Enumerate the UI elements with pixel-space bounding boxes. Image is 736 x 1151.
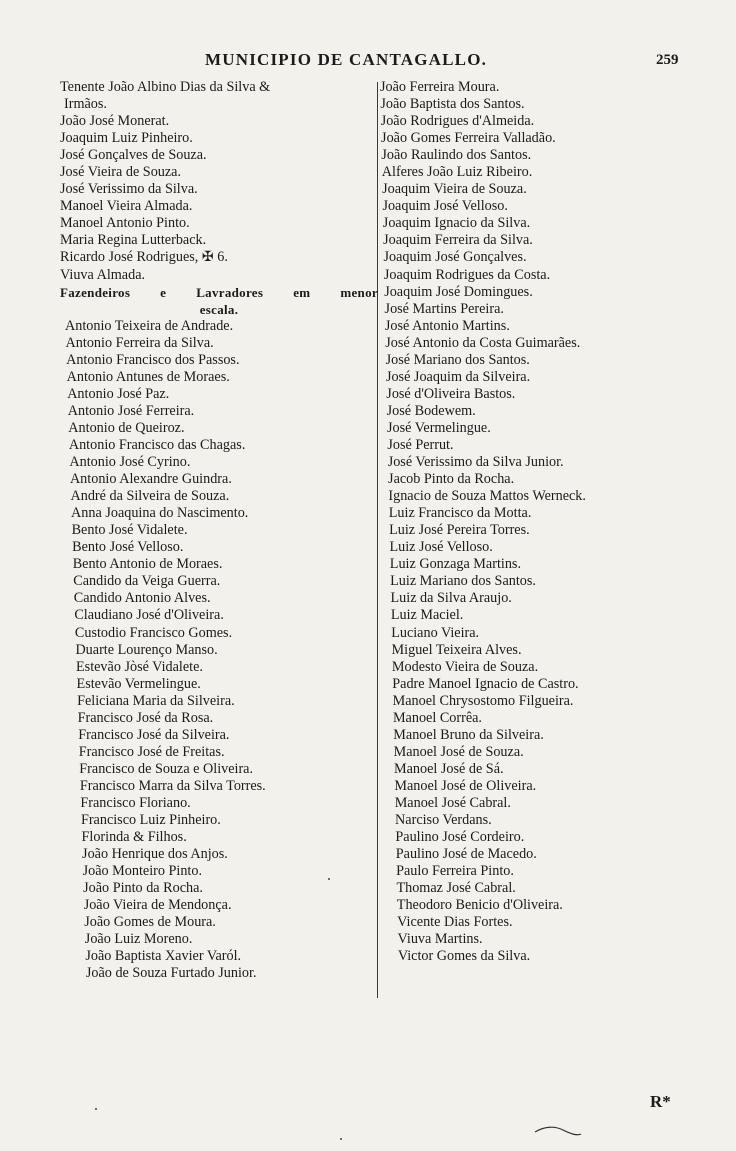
- list-item: Padre Manoel Ignacio de Castro.: [392, 675, 579, 692]
- list-item: Antonio José Cyrino.: [69, 454, 191, 471]
- list-item: Francisco José de Freitas.: [78, 743, 225, 760]
- first-entry-line1: Tenente João Albino Dias da Silva &: [60, 79, 271, 95]
- section-heading-line2: escala.: [199, 301, 239, 317]
- list-item: Antonio de Queiroz.: [68, 419, 185, 436]
- list-item: Viuva Martins.: [397, 931, 483, 948]
- list-item: Alferes João Luiz Ribeiro.: [381, 164, 533, 181]
- list-item: João Baptista Xavier Varól.: [85, 948, 242, 965]
- list-item: Anna Joaquina do Nascimento.: [71, 505, 249, 522]
- list-item: Joaquim José Velloso.: [382, 198, 508, 215]
- list-item: João José Monerat.: [60, 113, 170, 130]
- list-item: Claudiano José d'Oliveira.: [74, 607, 224, 624]
- list-item: Paulo Ferreira Pinto.: [396, 863, 514, 880]
- list-item: Paulino José de Macedo.: [395, 846, 537, 863]
- first-entry-line2: Irmãos.: [64, 96, 107, 113]
- list-item: [60, 79, 378, 96]
- list-item: José Gonçalves de Souza.: [60, 147, 207, 164]
- list-item: Maria Regina Lutterback.: [60, 232, 207, 249]
- list-item: Narciso Verdans.: [395, 812, 492, 829]
- list-item: José Antonio da Costa Guimarães.: [385, 334, 581, 351]
- list-item: Francisco Marra da Silva Torres.: [79, 777, 266, 794]
- heading-word: em: [293, 284, 311, 300]
- list-item: Theodoro Benicio d'Oliveira.: [396, 897, 563, 914]
- list-item: João Pinto da Rocha.: [83, 880, 203, 897]
- list-item: Miguel Teixeira Alves.: [391, 641, 522, 658]
- list-item: Estevão Jòsé Vidalete.: [76, 658, 203, 675]
- list-item: Manoel José de Sá.: [394, 760, 504, 777]
- list-item: Manoel Chrysostomo Filgueira.: [392, 692, 574, 709]
- list-item: Candido Antonio Alves.: [73, 590, 211, 607]
- list-item: João Monteiro Pinto.: [82, 863, 203, 880]
- list-item: Francisco José da Rosa.: [77, 709, 214, 726]
- list-item: Manoel Antonio Pinto.: [60, 215, 190, 232]
- list-item: Antonio Alexandre Guindra.: [69, 471, 232, 488]
- list-item: Paulino José Cordeiro.: [395, 829, 525, 846]
- list-item: João Gomes Ferreira Valladão.: [381, 130, 556, 147]
- heading-word: e: [160, 284, 167, 300]
- list-item: Vicente Dias Fortes.: [397, 914, 513, 931]
- section-heading-line1: [60, 284, 378, 301]
- list-item: Luiz Francisco da Motta.: [388, 505, 532, 522]
- list-item: Manoel José de Souza.: [393, 743, 524, 760]
- page-number: 259: [656, 52, 679, 68]
- list-item: Joaquim José Gonçalves.: [383, 249, 527, 266]
- signature-mark: R*: [650, 1092, 671, 1111]
- list-item: Manoel José Cabral.: [394, 794, 511, 811]
- list-item: Manoel José de Oliveira.: [394, 777, 537, 794]
- list-item: Antonio José Paz.: [67, 385, 170, 402]
- list-item: Luiz José Velloso.: [389, 539, 493, 556]
- list-item: Duarte Lourenço Manso.: [75, 641, 218, 658]
- list-item: [60, 96, 378, 113]
- right-column: [378, 79, 678, 965]
- heading-word: Lavradores: [196, 284, 264, 300]
- list-item: João Luiz Moreno.: [84, 931, 193, 948]
- list-item: João de Souza Furtado Junior.: [85, 965, 257, 982]
- list-item: João Ferreira Moura.: [380, 79, 500, 95]
- list-item: Antonio Teixeira de Andrade.: [65, 317, 234, 334]
- list-item: Manoel Vieira Almada.: [60, 198, 193, 215]
- list-item: Bento José Velloso.: [72, 539, 184, 556]
- list-item: Antonio José Ferreira.: [67, 402, 195, 419]
- list-item: Francisco de Souza e Oliveira.: [79, 760, 254, 777]
- list-item: João Vieira de Mendonça.: [83, 897, 232, 914]
- list-item: José d'Oliveira Bastos.: [386, 385, 516, 402]
- list-item: Jacob Pinto da Rocha.: [388, 471, 515, 488]
- list-item: José Antonio Martins.: [384, 317, 510, 334]
- list-item: Antonio Francisco dos Passos.: [66, 351, 240, 368]
- right-entries: [378, 79, 678, 965]
- list-item: José Perrut.: [387, 436, 454, 453]
- list-item: Thomaz José Cabral.: [396, 880, 516, 897]
- list-item: José Mariano dos Santos.: [385, 351, 530, 368]
- list-item: Luiz José Pereira Torres.: [389, 522, 530, 539]
- speck: [95, 1108, 97, 1110]
- list-item: João Baptista dos Santos.: [380, 96, 525, 113]
- speck: [328, 878, 330, 880]
- list-item: Ricardo José Rodrigues, ✠ 6.: [60, 249, 228, 266]
- list-item: Francisco José da Silveira.: [78, 726, 230, 743]
- list-item: João Henrique dos Anjos.: [82, 846, 228, 863]
- list-item: Joaquim Vieira de Souza.: [382, 181, 527, 198]
- list-item: João Gomes de Moura.: [84, 914, 216, 931]
- list-item: Antonio Ferreira da Silva.: [65, 334, 214, 351]
- section-heading: [60, 284, 378, 318]
- list-item: André da Silveira de Souza.: [70, 488, 230, 505]
- left-column: [60, 79, 378, 982]
- list-item: Joaquim Ignacio da Silva.: [382, 215, 531, 232]
- list-item: Joaquim Rodrigues da Costa.: [383, 266, 551, 283]
- list-item: José Joaquim da Silveira.: [385, 368, 531, 385]
- list-item: João Raulindo dos Santos.: [381, 147, 532, 164]
- list-item: Florinda & Filhos.: [81, 829, 187, 846]
- list-item: José Verissimo da Silva Junior.: [387, 454, 564, 471]
- list-item: Joaquim Luiz Pinheiro.: [60, 130, 193, 147]
- list-item: Francisco Floriano.: [80, 794, 191, 811]
- list-item: Francisco Luiz Pinheiro.: [80, 812, 221, 829]
- list-item: Manoel Corrêa.: [392, 709, 482, 726]
- list-item: José Bodewem.: [386, 402, 476, 419]
- list-item: Luiz Mariano dos Santos.: [390, 573, 536, 590]
- list-item: Candido da Veiga Guerra.: [73, 573, 221, 590]
- list-item: Estevão Vermelingue.: [76, 675, 201, 692]
- list-item: José Vieira de Souza.: [60, 164, 182, 181]
- left-entries-a: [60, 113, 378, 283]
- list-item: Luiz Gonzaga Martins.: [389, 556, 521, 573]
- list-item: José Verissimo da Silva.: [60, 181, 198, 198]
- heading-word: Fazendeiros: [60, 284, 131, 300]
- page-title: MUNICIPIO DE CANTAGALLO.: [205, 50, 488, 69]
- list-item: Luiz Maciel.: [390, 607, 464, 624]
- list-item: Manoel Bruno da Silveira.: [393, 726, 544, 743]
- speck: [340, 1138, 342, 1140]
- list-item: Luciano Vieira.: [391, 624, 480, 641]
- left-entries-b: [60, 318, 378, 983]
- list-item: Ignacio de Souza Mattos Werneck.: [388, 488, 586, 505]
- list-item: Antonio Antunes de Moraes.: [66, 368, 230, 385]
- list-item: Custodio Francisco Gomes.: [74, 624, 233, 641]
- list-item: Bento José Vidalete.: [71, 522, 188, 539]
- list-item: Feliciana Maria da Silveira.: [77, 692, 235, 709]
- list-item: Modesto Vieira de Souza.: [391, 658, 539, 675]
- flourish-mark: [533, 1124, 583, 1138]
- list-item: Luiz da Silva Araujo.: [390, 590, 512, 607]
- list-item: Antonio Francisco das Chagas.: [68, 436, 246, 453]
- list-item: Viuva Almada.: [60, 266, 146, 283]
- list-item: Joaquim José Domingues.: [384, 283, 533, 300]
- list-item: Bento Antonio de Moraes.: [72, 556, 223, 573]
- list-item: José Vermelingue.: [387, 419, 491, 436]
- page-header: [0, 50, 736, 72]
- list-item: João Rodrigues d'Almeida.: [380, 113, 535, 130]
- list-item: Joaquim Ferreira da Silva.: [383, 232, 533, 249]
- list-item: Victor Gomes da Silva.: [397, 948, 531, 965]
- heading-word: menor: [340, 284, 378, 300]
- list-item: José Martins Pereira.: [384, 300, 504, 317]
